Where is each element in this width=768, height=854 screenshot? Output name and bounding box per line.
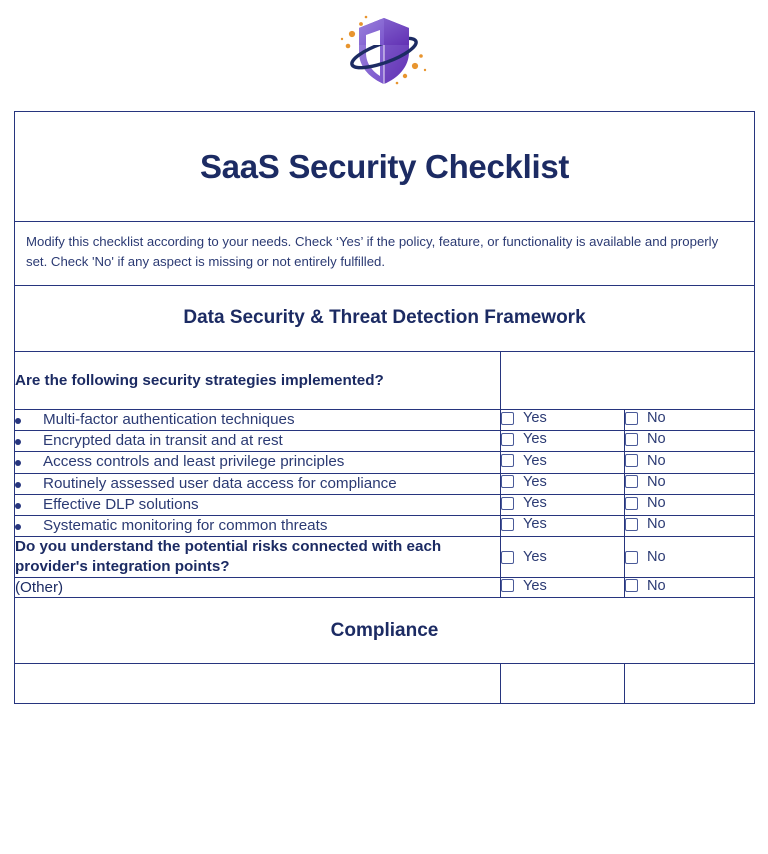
page-title: SaaS Security Checklist xyxy=(199,147,570,185)
checkbox-no[interactable] xyxy=(625,551,638,564)
bullet-icon xyxy=(15,524,21,530)
bullet-icon xyxy=(15,482,21,488)
answer-cell-yes[interactable] xyxy=(501,409,625,430)
table-row xyxy=(15,537,755,578)
table-row xyxy=(15,409,755,430)
table-row xyxy=(15,351,755,409)
shield-orbit-icon xyxy=(339,12,429,90)
answer-cell-yes[interactable] xyxy=(501,577,625,598)
table-row xyxy=(15,473,755,494)
table-row xyxy=(15,516,755,537)
table-row xyxy=(15,452,755,473)
answer-cell-no[interactable] xyxy=(625,516,755,537)
answer-cell-no[interactable] xyxy=(625,409,755,430)
checkbox-no[interactable] xyxy=(625,412,638,425)
question-label: Are the following security strategies implemented? xyxy=(15,371,384,389)
other-row-label: (Other) xyxy=(15,578,64,596)
checkbox-no[interactable] xyxy=(625,497,638,510)
answer-cell-yes[interactable] xyxy=(501,473,625,494)
answer-cell-no[interactable] xyxy=(625,577,755,598)
checkbox-no-label: No xyxy=(647,431,666,448)
checkbox-yes-label: Yes xyxy=(523,516,547,533)
bullet-icon xyxy=(15,503,21,509)
checklist-item-label: Routinely assessed user data access for compliance xyxy=(43,474,397,492)
checkbox-no[interactable] xyxy=(625,475,638,488)
table-row xyxy=(15,577,755,598)
checkbox-yes[interactable] xyxy=(501,497,514,510)
checkbox-yes[interactable] xyxy=(501,475,514,488)
security-checklist-table xyxy=(14,111,755,704)
checkbox-no-label: No xyxy=(647,549,666,566)
empty-answer-cell xyxy=(501,351,755,409)
answer-cell-yes[interactable] xyxy=(501,452,625,473)
checkbox-yes-label: Yes xyxy=(523,452,547,469)
checkbox-yes[interactable] xyxy=(501,412,514,425)
answer-cell-no[interactable] xyxy=(625,452,755,473)
bullet-icon xyxy=(15,460,21,466)
table-row xyxy=(15,494,755,515)
table-row-section-header xyxy=(15,598,755,664)
checkbox-yes[interactable] xyxy=(501,454,514,467)
checkbox-yes-label: Yes xyxy=(523,410,547,427)
answer-cell-yes[interactable] xyxy=(501,516,625,537)
answer-cell-no[interactable] xyxy=(625,473,755,494)
checkbox-yes[interactable] xyxy=(501,433,514,446)
checklist-item-label: Encrypted data in transit and at rest xyxy=(43,432,283,450)
instructions-text: Modify this checklist according to your needs. Check ‘Yes’ if the policy, feature, or functionality is available and properly set. Check 'No' if any aspect is missing or not entirely fulfilled. xyxy=(26,234,719,270)
bullet-icon xyxy=(15,418,21,424)
checkbox-no-label: No xyxy=(647,495,666,512)
checkbox-no[interactable] xyxy=(625,433,638,446)
bullet-icon xyxy=(15,439,21,445)
checkbox-no-label: No xyxy=(647,452,666,469)
question-label: Do you understand the potential risks connected with each provider's integration points? xyxy=(15,538,442,575)
checkbox-no-label: No xyxy=(647,577,666,594)
table-row xyxy=(15,664,755,704)
table-row-title xyxy=(15,112,755,222)
checkbox-no[interactable] xyxy=(625,579,638,592)
checkbox-yes-label: Yes xyxy=(523,549,547,566)
checklist-item-label: Multi-factor authentication techniques xyxy=(43,410,295,428)
table-row-intro xyxy=(15,222,755,286)
checkbox-yes-label: Yes xyxy=(523,577,547,594)
checklist-item-label: Effective DLP solutions xyxy=(43,495,199,513)
table-row-section-header xyxy=(15,285,755,351)
brand-logo xyxy=(0,10,768,92)
checkbox-yes-label: Yes xyxy=(523,431,547,448)
checklist-item-label: Access controls and least privilege principles xyxy=(43,453,345,471)
checkbox-no-label: No xyxy=(647,516,666,533)
checkbox-no[interactable] xyxy=(625,518,638,531)
answer-cell-yes[interactable] xyxy=(501,537,625,578)
checkbox-yes[interactable] xyxy=(501,579,514,592)
checklist-item-label: Systematic monitoring for common threats xyxy=(43,517,328,534)
checkbox-yes-label: Yes xyxy=(523,473,547,490)
section-title-data-security: Data Security & Threat Detection Framework xyxy=(183,307,586,329)
checkbox-yes[interactable] xyxy=(501,518,514,531)
checkbox-yes-label: Yes xyxy=(523,495,547,512)
answer-cell-no[interactable] xyxy=(625,537,755,578)
answer-cell-yes[interactable] xyxy=(501,494,625,515)
section-title-compliance: Compliance xyxy=(330,619,439,641)
checkbox-yes[interactable] xyxy=(501,551,514,564)
checkbox-no-label: No xyxy=(647,410,666,427)
answer-cell-no[interactable] xyxy=(625,431,755,452)
answer-cell-yes[interactable] xyxy=(501,431,625,452)
answer-cell-no[interactable] xyxy=(625,494,755,515)
checkbox-no-label: No xyxy=(647,473,666,490)
checkbox-no[interactable] xyxy=(625,454,638,467)
table-row xyxy=(15,431,755,452)
